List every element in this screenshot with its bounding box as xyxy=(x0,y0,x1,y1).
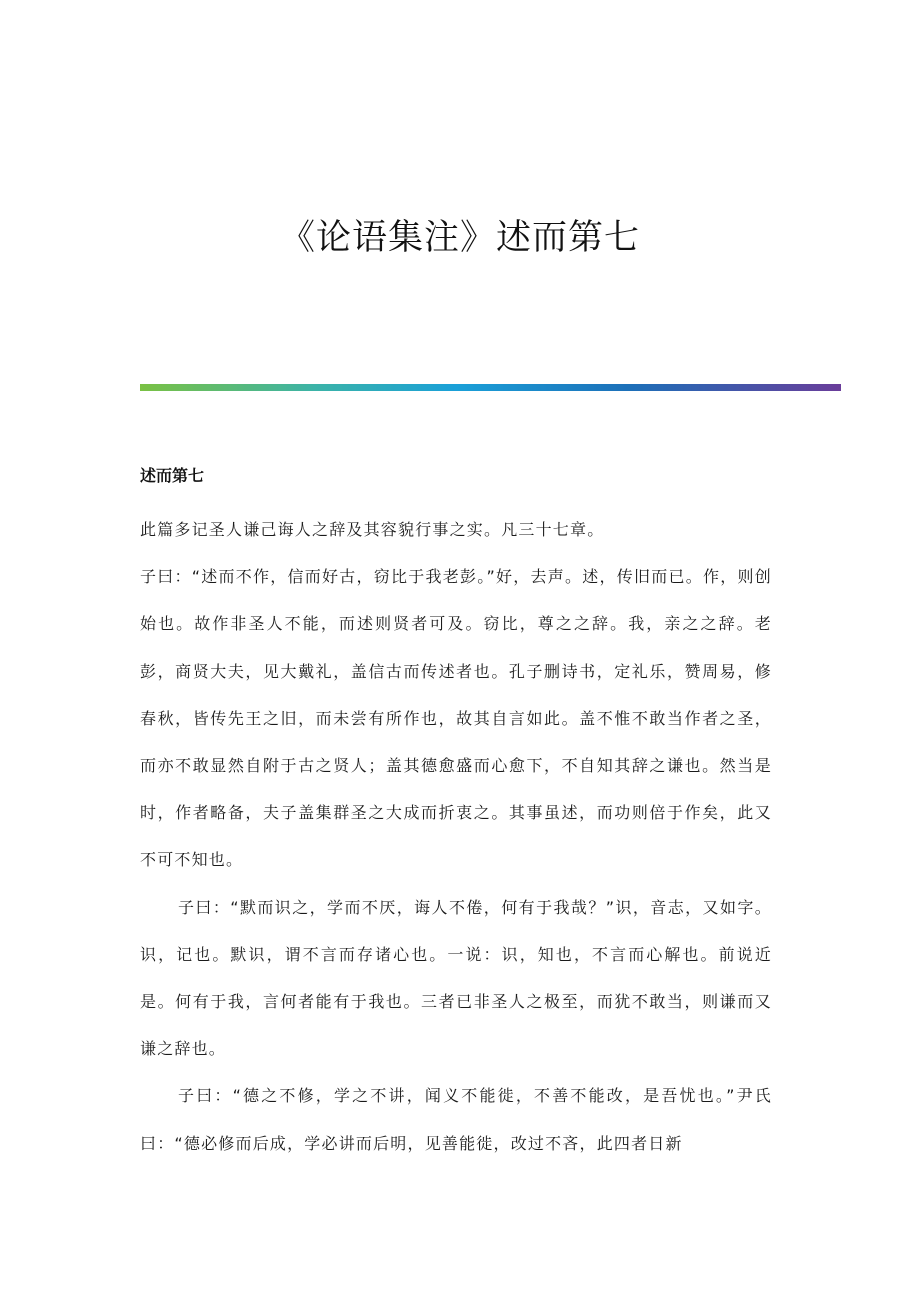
document-title: 《论语集注》述而第七 xyxy=(279,218,640,258)
document-body xyxy=(140,458,772,1167)
commentary-paragraph: 子曰：“述而不作，信而好古，窃比于我老彭。”好，去声。述，传旧而已。作，则创始也。故作非圣人不能，而述则贤者可及。窃比，尊之之辞。我，亲之之辞。老彭，商贤大夫，见大戴礼，盖信古而传述者也。孔子删诗书，定礼乐，赞周易，修春秋，皆传先王之旧，而未尝有所作也，故其自言如此。盖不惟不敢当作者之圣，而亦不敢显然自附于古之贤人；盖其德愈盛而心愈下，不自知其辞之谦也。然当是时，作者略备，夫子盖集群圣之大成而折衷之。其事虽述，而功则倍于作矣，此又不可不知也。 xyxy=(140,567,772,870)
section-heading: 述而第七 xyxy=(140,466,205,485)
title-gradient-divider xyxy=(140,384,841,391)
commentary-paragraph: 子曰：“德之不修，学之不讲，闻义不能徙，不善不能改，是吾忧也。”尹氏曰：“德必修而后成，学必讲而后明，见善能徙，改过不吝，此四者日新 xyxy=(140,1086,772,1153)
chapter-intro-paragraph: 此篇多记圣人谦己诲人之辞及其容貌行事之实。凡三十七章。 xyxy=(140,520,605,539)
commentary-paragraph: 子曰：“默而识之，学而不厌，诲人不倦，何有于我哉？”识，音志，又如字。识，记也。默识，谓不言而存诸心也。一说：识，知也，不言而心解也。前说近是。何有于我，言何者能有于我也。三者已非圣人之极至，而犹不敢当，则谦而又谦之辞也。 xyxy=(140,897,772,1059)
